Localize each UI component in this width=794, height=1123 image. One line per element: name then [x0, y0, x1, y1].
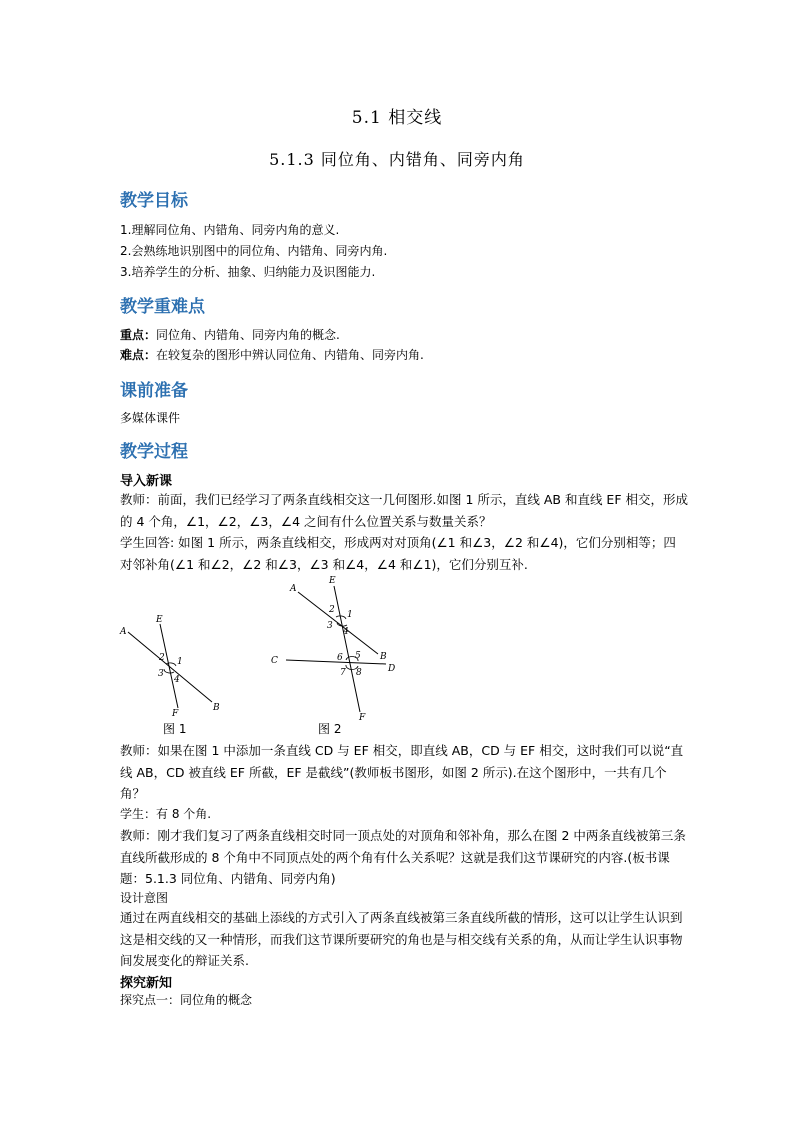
goal-item: 1.理解同位角、内错角、同旁内角的意义. — [120, 223, 340, 237]
angle-label-1: 1 — [177, 657, 183, 667]
key-text: 同位角、内错角、同旁内角的概念. — [156, 328, 340, 342]
line-ab — [298, 592, 378, 654]
difficult-point-line — [120, 346, 424, 364]
design-intent-label: 设计意图 — [120, 891, 169, 905]
difficult-label: 难点： — [120, 348, 157, 362]
paragraph-teacher-1 — [120, 489, 688, 532]
paragraph-text: 学生回答: 如图 1 所示，两条直线相交，形成两对对顶角(∠1 和∠3，∠2 和∠4)，它们分别相等；四对邻补角(∠1 和∠2，∠2 和∠3，∠3 和∠4，∠4 和∠1)，它们分别互补. — [120, 535, 676, 572]
angle-label-2: 2 — [159, 653, 165, 663]
subsection-title: 5.1.3 同位角、内错角、同旁内角 — [269, 150, 525, 169]
label-f: F — [172, 709, 179, 717]
angle-label-2: 2 — [329, 605, 335, 615]
key-label: 重点： — [120, 328, 157, 342]
line-ef — [160, 624, 178, 708]
goals-heading: 教学目标 — [120, 191, 188, 211]
goal-item: 2.会熟练地识别图中的同位角、内错角、同旁内角. — [120, 244, 388, 258]
explore-point: 探究点一：同位角的概念 — [120, 993, 253, 1007]
angle-label-6: 6 — [337, 653, 343, 663]
figure-2-caption: 图 2 — [318, 722, 342, 736]
label-a: A — [290, 584, 297, 594]
paragraph-design-intent — [120, 907, 688, 972]
angle-label-7: 7 — [340, 668, 346, 678]
figure-2-diagram — [266, 574, 406, 722]
label-c: C — [271, 656, 278, 666]
paragraph-text: 通过在两直线相交的基础上添线的方式引入了两条直线被第三条直线所截的情形，这可以让学生认识到这是相交线的又一种情形，而我们这节课所要研究的角也是与相交线有关系的角，从而让学生认识事物间发展变化的辩证关系. — [120, 910, 683, 968]
key-points-heading: 教学重难点 — [120, 297, 205, 317]
figure-1-caption: 图 1 — [163, 722, 187, 736]
paragraph-text: 教师：如果在图 1 中添加一条直线 CD 与 EF 相交，即直线 AB，CD 与 EF 相交，这时我们可以说“直线 AB，CD 被直线 EF 所截，EF 是截线”(教师板书图形，如图 2 所示).在这个图形中，一共有几个角？ — [120, 743, 684, 801]
difficult-text: 在较复杂的图形中辨认同位角、内错角、同旁内角. — [156, 348, 424, 362]
goal-item: 3.培养学生的分析、抽象、归纳能力及识图能力. — [120, 265, 376, 279]
line-ef — [334, 586, 360, 712]
angle-label-8: 8 — [356, 668, 362, 678]
key-point-line — [120, 326, 340, 344]
intro-heading: 导入新课 — [120, 474, 173, 489]
paragraph-text: 教师：刚才我们复习了两条直线相交时同一顶点处的对顶角和邻补角，那么在图 2 中两条直线被第三条直线所截形成的 8 个角中不同顶点处的两个角有什么关系呢？这就是我们这节课研究的内容.(板书课题：5.1.3 同位角、内错角、同旁内角) — [120, 828, 686, 886]
angle-label-3: 3 — [327, 621, 333, 631]
paragraph-text: 教师：前面，我们已经学习了两条直线相交这一几何图形.如图 1 所示，直线 AB 和直线 EF 相交，形成的 4 个角，∠1，∠2，∠3，∠4 之间有什么位置关系与数量关系？ — [120, 492, 688, 529]
label-b: B — [213, 703, 220, 713]
label-d: D — [388, 664, 396, 674]
prep-text: 多媒体课件 — [120, 411, 181, 425]
angle-label-4: 4 — [174, 675, 180, 685]
label-f: F — [359, 713, 366, 722]
line-cd — [286, 660, 386, 664]
angle-label-1: 1 — [347, 610, 353, 620]
label-b: B — [380, 652, 387, 662]
section-title: 5.1 相交线 — [351, 108, 443, 128]
label-e: E — [329, 576, 336, 586]
explore-heading: 探究新知 — [120, 976, 173, 991]
paragraph-student-2: 学生：有 8 个角. — [120, 807, 212, 821]
process-heading: 教学过程 — [120, 442, 188, 462]
paragraph-teacher-3 — [120, 825, 688, 890]
label-e: E — [156, 615, 163, 625]
angle-label-5: 5 — [355, 651, 361, 661]
line-ab — [128, 632, 212, 702]
figure-1-diagram — [116, 612, 226, 717]
angle-label-4: 4 — [343, 627, 349, 637]
label-a: A — [120, 627, 127, 637]
prep-heading: 课前准备 — [120, 381, 188, 401]
paragraph-student-1 — [120, 532, 688, 575]
paragraph-teacher-2 — [120, 740, 688, 805]
angle-label-3: 3 — [158, 669, 164, 679]
